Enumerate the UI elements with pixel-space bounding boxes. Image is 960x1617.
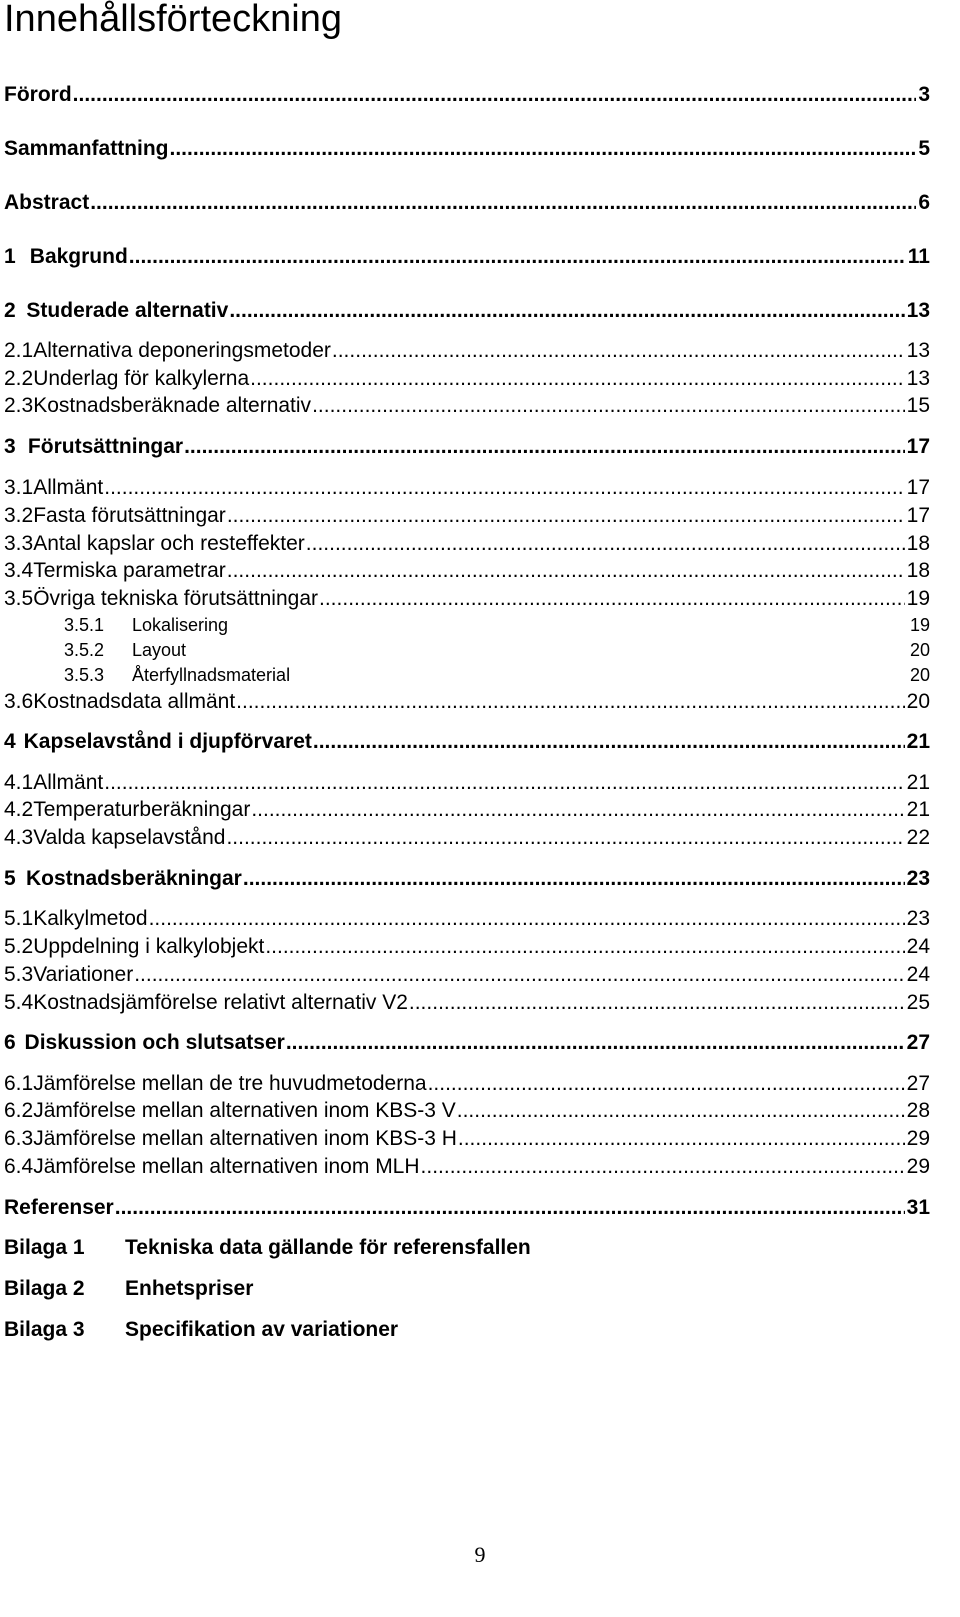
- toc-entry-number: 6: [4, 1031, 16, 1054]
- toc-entry-label: Referenser: [4, 1196, 114, 1219]
- toc-entry-page: 19: [909, 615, 930, 635]
- dot-leader: [428, 1071, 905, 1097]
- toc-entry-label: Abstract: [4, 191, 90, 214]
- page-title: Innehållsförteckning: [4, 0, 342, 40]
- toc-entry-page: 20: [906, 690, 930, 713]
- dot-leader: [227, 558, 905, 584]
- toc-entry-label: Jämförelse mellan de tre huvudmetoderna: [33, 1072, 427, 1095]
- toc-entry-page: 28: [906, 1099, 930, 1122]
- toc-entry[interactable]: [4, 1030, 930, 1056]
- dot-leader: [104, 475, 904, 501]
- toc-entry[interactable]: [4, 866, 930, 892]
- toc-entry-number: 5.4: [4, 991, 34, 1014]
- dot-leader: [134, 962, 904, 988]
- toc-entry-number: 5: [4, 867, 16, 890]
- dot-leader: [115, 1195, 905, 1221]
- toc-entry-label: Kostnadsdata allmänt: [33, 690, 236, 713]
- dot-leader: [90, 190, 916, 216]
- toc-entry-page: 27: [906, 1072, 930, 1095]
- toc-entry-label: Kalkylmetod: [33, 907, 148, 930]
- toc-entry-label: Förutsättningar: [27, 435, 184, 458]
- toc-entry[interactable]: [4, 1098, 930, 1124]
- toc-entry[interactable]: [4, 990, 930, 1016]
- toc-entry-number: 6.1: [4, 1072, 34, 1095]
- toc-entry-page: 24: [906, 935, 930, 958]
- toc-entry-number: 4.2: [4, 798, 34, 821]
- dot-leader: [313, 729, 905, 755]
- toc-entry[interactable]: [4, 1126, 930, 1152]
- dot-leader: [286, 1030, 905, 1056]
- toc-entry-label: Alternativa deponeringsmetoder: [33, 339, 331, 362]
- appendix-number: Bilaga 2: [4, 1277, 85, 1300]
- toc-entry-label: Kapselavstånd i djupförvaret: [23, 730, 312, 753]
- toc-entry-label: Kostnadsjämförelse relativt alternativ V2: [33, 991, 408, 1014]
- toc-entry-page: 24: [906, 963, 930, 986]
- appendix-label: Specifikation av variationer: [125, 1318, 399, 1341]
- appendix-label: Enhetspriser: [125, 1277, 254, 1300]
- toc-entry-number: 2.3: [4, 394, 34, 417]
- dot-leader: [458, 1126, 905, 1152]
- toc-entry-number: 5.1: [4, 907, 34, 930]
- toc-entry-label: Lokalisering: [132, 615, 229, 635]
- toc-entry[interactable]: [4, 434, 930, 460]
- toc-entry-label: Uppdelning i kalkylobjekt: [33, 935, 265, 958]
- toc-entry-page: 17: [906, 435, 930, 458]
- dot-leader: [409, 990, 905, 1016]
- toc-entry[interactable]: [4, 689, 930, 715]
- dot-leader: [184, 434, 905, 460]
- dot-leader: [306, 531, 905, 557]
- toc-entry-label: Underlag för kalkylerna: [33, 367, 250, 390]
- toc-entry-label: Sammanfattning: [4, 137, 169, 160]
- dot-leader: [170, 136, 917, 162]
- toc-entry-label: Allmänt: [33, 771, 104, 794]
- toc-entry-page: 21: [906, 771, 930, 794]
- dot-leader: [104, 770, 904, 796]
- toc-entry-page: 17: [906, 504, 930, 527]
- toc-entry-page: 21: [906, 798, 930, 821]
- toc-entry-page: 29: [906, 1155, 930, 1178]
- dot-leader: [312, 393, 905, 419]
- toc-entry-page: 31: [906, 1196, 930, 1219]
- toc-entry-label: Antal kapslar och resteffekter: [33, 532, 305, 555]
- appendix-label: Tekniska data gällande för referensfallen: [125, 1236, 531, 1259]
- toc-entry-page: 19: [906, 587, 930, 610]
- toc-entry-number: 4: [4, 730, 16, 753]
- toc-entry[interactable]: [4, 366, 930, 392]
- dot-leader: [227, 503, 905, 529]
- toc-entry-page: 18: [906, 559, 930, 582]
- toc-entry-page: 22: [906, 826, 930, 849]
- toc-entry[interactable]: [4, 503, 930, 529]
- appendix-entry[interactable]: [4, 1276, 253, 1302]
- toc-entry[interactable]: [64, 637, 930, 663]
- toc-entry[interactable]: [4, 298, 930, 324]
- dot-leader: [129, 244, 906, 270]
- toc-entry-number: 3.5.1: [64, 615, 105, 635]
- toc-entry-number: 3.2: [4, 504, 34, 527]
- toc-entry-number: 2.2: [4, 367, 34, 390]
- toc-entry[interactable]: [64, 662, 930, 688]
- toc-entry-label: Jämförelse mellan alternativen inom MLH: [33, 1155, 420, 1178]
- toc-entry-number: 2: [4, 299, 16, 322]
- toc-entry-label: Variationer: [33, 963, 134, 986]
- toc-entry[interactable]: [4, 136, 930, 162]
- dot-leader: [250, 366, 905, 392]
- toc-entry-page: 17: [906, 476, 930, 499]
- toc-entry-label: Jämförelse mellan alternativen inom KBS-3 V: [33, 1099, 456, 1122]
- appendix-number: Bilaga 3: [4, 1318, 85, 1341]
- toc-entry[interactable]: [4, 475, 930, 501]
- dot-leader: [319, 586, 905, 612]
- toc-entry[interactable]: [4, 1071, 930, 1097]
- dot-leader: [73, 82, 917, 108]
- toc-entry-label: Bakgrund: [29, 245, 128, 268]
- toc-entry[interactable]: [64, 612, 930, 638]
- toc-entry-label: Fasta förutsättningar: [33, 504, 226, 527]
- toc-entry[interactable]: [4, 825, 930, 851]
- toc-entry-page: 3: [918, 83, 930, 106]
- toc-entry-label: Kostnadsberäknade alternativ: [33, 394, 312, 417]
- dot-leader: [149, 906, 905, 932]
- toc-entry-number: 1: [4, 245, 16, 268]
- toc-entry[interactable]: [4, 934, 930, 960]
- toc-entry-page: 20: [909, 665, 930, 685]
- toc-entry[interactable]: [4, 82, 930, 108]
- dot-leader: [229, 298, 904, 324]
- toc-entry[interactable]: [4, 1195, 930, 1221]
- toc-entry[interactable]: [4, 244, 930, 270]
- toc-entry[interactable]: [4, 1154, 930, 1180]
- toc-entry[interactable]: [4, 558, 930, 584]
- toc-entry-page: 23: [906, 907, 930, 930]
- toc-entry[interactable]: [4, 531, 930, 557]
- toc-entry-label: Layout: [132, 640, 187, 660]
- toc-entry-number: 4.3: [4, 826, 34, 849]
- toc-entry-page: 15: [906, 394, 930, 417]
- toc-entry-page: 18: [906, 532, 930, 555]
- toc-entry-page: 13: [906, 299, 930, 322]
- toc-entry-number: 3.6: [4, 690, 34, 713]
- toc-entry-number: 4.1: [4, 771, 34, 794]
- dot-leader: [226, 825, 904, 851]
- toc-entry-page: 11: [907, 245, 930, 268]
- toc-entry-number: 3.5.3: [64, 665, 105, 685]
- toc-entry-number: 3.4: [4, 559, 34, 582]
- toc-entry-label: Termiska parametrar: [33, 559, 226, 582]
- dot-leader: [251, 797, 904, 823]
- toc-entry-label: Valda kapselavstånd: [33, 826, 226, 849]
- dot-leader: [332, 338, 905, 364]
- toc-entry-page: 13: [906, 339, 930, 362]
- toc-entry-label: Studerade alternativ: [26, 299, 229, 322]
- toc-entry-page: 13: [906, 367, 930, 390]
- toc-entry-label: Allmänt: [33, 476, 104, 499]
- toc-entry-number: 2.1: [4, 339, 34, 362]
- toc-entry-number: 6.4: [4, 1155, 34, 1178]
- toc-entry-page: 5: [918, 137, 930, 160]
- toc-entry[interactable]: [4, 338, 930, 364]
- toc-entry-number: 6.3: [4, 1127, 34, 1150]
- dot-leader: [421, 1154, 905, 1180]
- toc-entry-page: 27: [906, 1031, 930, 1054]
- dot-leader: [243, 866, 905, 892]
- toc-entry[interactable]: [4, 729, 930, 755]
- toc-entry[interactable]: [4, 962, 930, 988]
- toc-entry-label: Kostnadsberäkningar: [25, 867, 242, 890]
- toc-entry-page: 20: [909, 640, 930, 660]
- toc-entry-number: 3.3: [4, 532, 34, 555]
- toc-entry-number: 3: [4, 435, 16, 458]
- toc-entry-page: 6: [918, 191, 930, 214]
- toc-entry[interactable]: [4, 393, 930, 419]
- appendix-number: Bilaga 1: [4, 1236, 85, 1259]
- toc-entry-number: 3.5: [4, 587, 34, 610]
- toc-entry[interactable]: [4, 906, 930, 932]
- toc-entry-label: Övriga tekniska förutsättningar: [33, 587, 319, 610]
- toc-entry[interactable]: [4, 770, 930, 796]
- toc-entry-number: 5.3: [4, 963, 34, 986]
- toc-entry[interactable]: [4, 190, 930, 216]
- toc-entry[interactable]: [4, 586, 930, 612]
- toc-entry-page: 29: [906, 1127, 930, 1150]
- toc-entry-label: Jämförelse mellan alternativen inom KBS-3 H: [33, 1127, 457, 1150]
- toc-entry-page: 21: [906, 730, 930, 753]
- toc-entry-page: 25: [906, 991, 930, 1014]
- appendix-entry[interactable]: [4, 1317, 398, 1343]
- toc-entry-number: 5.2: [4, 935, 34, 958]
- dot-leader: [457, 1098, 905, 1124]
- toc-entry-page: 23: [906, 867, 930, 890]
- toc-entry-number: 6.2: [4, 1099, 34, 1122]
- dot-leader: [265, 934, 904, 960]
- toc-entry[interactable]: [4, 797, 930, 823]
- toc-entry-number: 3.1: [4, 476, 34, 499]
- toc-entry-label: Förord: [4, 83, 72, 106]
- page-number: 9: [474, 1542, 486, 1567]
- toc-entry-label: Temperaturberäkningar: [33, 798, 251, 821]
- appendix-entry[interactable]: [4, 1235, 531, 1261]
- toc-entry-label: Diskussion och slutsatser: [24, 1031, 285, 1054]
- dot-leader: [236, 689, 904, 715]
- toc-entry-number: 3.5.2: [64, 640, 105, 660]
- toc-entry-label: Återfyllnadsmaterial: [132, 665, 291, 685]
